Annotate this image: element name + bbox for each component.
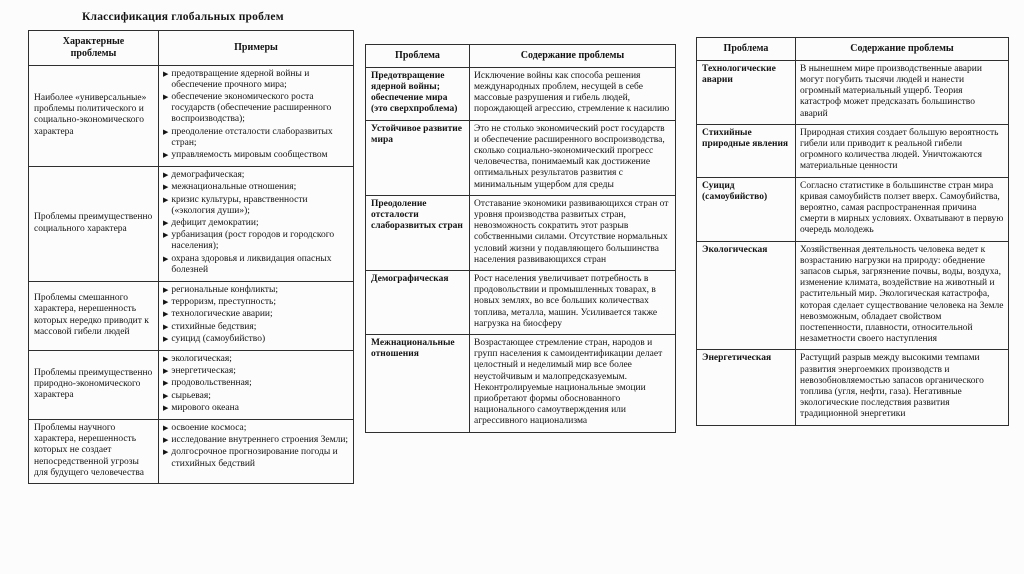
bullet-icon: ▶ bbox=[163, 219, 169, 228]
example-item bbox=[163, 218, 349, 229]
example-text: урбанизация (рост городов и городского населения); bbox=[171, 230, 335, 252]
table-row bbox=[697, 177, 1009, 241]
example-text: энергетическая; bbox=[171, 366, 236, 377]
bullet-icon: ▶ bbox=[163, 391, 169, 400]
example-text: освоение космоса; bbox=[171, 423, 247, 434]
example-text: стихийные бедствия; bbox=[171, 321, 257, 332]
example-item bbox=[163, 230, 349, 252]
example-item bbox=[163, 403, 349, 414]
examples-cell bbox=[159, 351, 354, 420]
header-characteristic-problems: Характерные проблемы bbox=[29, 31, 159, 66]
table-row bbox=[366, 120, 676, 195]
example-item bbox=[163, 195, 349, 217]
header-row bbox=[29, 31, 354, 66]
examples-cell bbox=[159, 65, 354, 167]
bullet-icon: ▶ bbox=[163, 424, 169, 433]
example-text: преодоление отсталости слаборазвитых стран; bbox=[171, 126, 333, 148]
example-text: исследование внутреннего строения Земли; bbox=[171, 435, 349, 446]
example-text: сырьевая; bbox=[171, 390, 211, 401]
bullet-icon: ▶ bbox=[163, 334, 169, 343]
content-cell: Природная стихия создает большую вероятность гибели или приводит к реальной гибели огромного количества людей. Уничтожаются материальные ценности bbox=[796, 124, 1009, 177]
table-row bbox=[29, 167, 354, 282]
content-cell: Хозяйственная деятельность человека ведет к возрастанию нагрузки на природу: обеднение запасов сырья, загрязнение почвы, воды, воздуха, изменение климата, воздействие на животный и растительный мир. Экологическая катастрофа, которая сделает существование человека на Земле невозможным, обладает свойством постепенности, плавности, относительной незаметности своего наступления bbox=[796, 241, 1009, 350]
content-cell: Растущий разрыв между высокими темпами развития энергоемких производств и невозобновляемостью запасов органического топлива (угля, нефти, газа). Негативные экологические последствия развития традиционной энергетики bbox=[796, 350, 1009, 425]
example-item bbox=[163, 285, 349, 296]
bullet-icon: ▶ bbox=[163, 379, 169, 388]
table-row bbox=[366, 195, 676, 270]
bullet-icon: ▶ bbox=[163, 231, 169, 240]
example-text: предотвращение ядерной войны и обеспечение прочного мира; bbox=[171, 68, 310, 90]
bullet-icon: ▶ bbox=[163, 367, 169, 376]
example-item bbox=[163, 182, 349, 193]
bullet-icon: ▶ bbox=[163, 355, 169, 364]
example-item bbox=[163, 309, 349, 320]
bullet-icon: ▶ bbox=[163, 448, 169, 457]
page-title: Классификация глобальных проблем bbox=[82, 11, 284, 23]
example-text: суицид (самоубийство) bbox=[171, 333, 266, 344]
example-item bbox=[163, 378, 349, 389]
bullet-icon: ▶ bbox=[163, 151, 169, 160]
problem-cell: Суицид (самоубийство) bbox=[697, 177, 796, 241]
table-row bbox=[697, 60, 1009, 124]
content-cell: Отставание экономики развивающихся стран от уровня производства развитых стран, невозможность сократить этот разрыв собственными силами. Отсутствие нормальных условий жизни у подавляющего большинства населения развивающихся стран bbox=[470, 195, 676, 270]
example-text: долгосрочное прогнозирование погоды и стихийных бедствий bbox=[171, 447, 338, 469]
example-text: терроризм, преступность; bbox=[171, 297, 276, 308]
example-item bbox=[163, 334, 349, 345]
example-text: дефицит демократии; bbox=[171, 218, 259, 229]
bullet-icon: ▶ bbox=[163, 322, 169, 331]
example-text: продовольственная; bbox=[171, 378, 252, 389]
example-item bbox=[163, 150, 349, 161]
bullet-icon: ▶ bbox=[163, 298, 169, 307]
example-text: охрана здоровья и ликвидация опасных болезней bbox=[171, 253, 332, 275]
table-row bbox=[366, 67, 676, 120]
table-row bbox=[366, 271, 676, 335]
content-cell: Это не столько экономический рост государств и обеспечение расширенного воспроизводства, сколько социально-экономический прогресс человечества, понимаемый как достижение оптимальных результатов развития с минимальным ущербом для среды bbox=[470, 120, 676, 195]
example-item bbox=[163, 322, 349, 333]
table-row bbox=[697, 241, 1009, 350]
table-row bbox=[29, 65, 354, 167]
bullet-icon: ▶ bbox=[163, 171, 169, 180]
problem-cell: Стихийные природные явления bbox=[697, 124, 796, 177]
problem-cell: Преодоление отсталости слаборазвитых стран bbox=[366, 195, 470, 270]
example-text: управляемость мировым сообществом bbox=[171, 150, 328, 161]
bullet-icon: ▶ bbox=[163, 69, 169, 78]
problem-content-table-2 bbox=[696, 37, 1009, 426]
header-problem-content: Содержание проблемы bbox=[470, 45, 676, 68]
problem-cell: Технологические аварии bbox=[697, 60, 796, 124]
example-text: обеспечение экономического роста государств (обеспечение расширенного воспроизводства); bbox=[171, 92, 332, 125]
content-cell: В нынешнем мире производственные аварии могут погубить тысячи людей и нанести огромный материальный ущерб. Теория катастроф может предсказать большинство аварий bbox=[796, 60, 1009, 124]
example-item bbox=[163, 354, 349, 365]
example-text: технологические аварии; bbox=[171, 309, 273, 320]
example-item bbox=[163, 435, 349, 446]
problem-cell: Проблемы преимущественно социального характера bbox=[29, 167, 159, 282]
bullet-icon: ▶ bbox=[163, 254, 169, 263]
example-item bbox=[163, 391, 349, 402]
content-cell: Согласно статистике в большинстве стран мира кривая самоубийств ползет вверх. Самоубийства, вероятно, самая распространенная причина смерти в мирных условиях. Охватывают в первую очередь молодежь bbox=[796, 177, 1009, 241]
problem-cell: Межнациональные отношения bbox=[366, 335, 470, 433]
table-row bbox=[366, 335, 676, 433]
example-text: региональные конфликты; bbox=[171, 285, 278, 296]
examples-cell bbox=[159, 167, 354, 282]
example-text: экологическая; bbox=[171, 354, 232, 365]
example-item bbox=[163, 69, 349, 91]
content-cell: Рост населения увеличивает потребность в продовольствии и промышленных товарах, в новых землях, во все больших количествах топлива, металла, машин. Усиливается также нагрузка на биосферу bbox=[470, 271, 676, 335]
problem-cell: Экологическая bbox=[697, 241, 796, 350]
problem-cell: Наиболее «универсальные» проблемы политического и социально-экономического характера bbox=[29, 65, 159, 167]
bullet-icon: ▶ bbox=[163, 183, 169, 192]
table-row bbox=[697, 124, 1009, 177]
table-row bbox=[29, 282, 354, 351]
table-row bbox=[29, 420, 354, 484]
problem-cell: Проблемы преимущественно природно-экономического характера bbox=[29, 351, 159, 420]
header-problem: Проблема bbox=[366, 45, 470, 68]
bullet-icon: ▶ bbox=[163, 436, 169, 445]
problem-cell: Проблемы смешанного характера, нерешенность которых нередко приводит к массовой гибели людей bbox=[29, 282, 159, 351]
header-problem-content: Содержание проблемы bbox=[796, 38, 1009, 61]
example-text: межнациональные отношения; bbox=[171, 182, 297, 193]
header-row bbox=[366, 45, 676, 68]
example-item bbox=[163, 254, 349, 276]
example-item bbox=[163, 447, 349, 469]
example-text: демографическая; bbox=[171, 170, 245, 181]
example-item bbox=[163, 423, 349, 434]
classification-table bbox=[28, 30, 354, 484]
bullet-icon: ▶ bbox=[163, 403, 169, 412]
bullet-icon: ▶ bbox=[163, 286, 169, 295]
header-examples: Примеры bbox=[159, 31, 354, 66]
table-row bbox=[29, 351, 354, 420]
problem-cell: Демографическая bbox=[366, 271, 470, 335]
bullet-icon: ▶ bbox=[163, 195, 169, 204]
example-text: кризис культуры, нравственности («экология души»); bbox=[171, 194, 308, 216]
examples-cell bbox=[159, 282, 354, 351]
problem-cell: Предотвращение ядерной войны; обеспечение мира (это сверхпроблема) bbox=[366, 67, 470, 120]
example-item bbox=[163, 170, 349, 181]
content-cell: Возрастающее стремление стран, народов и групп населения к самоидентификации делает целостный и неделимый мир все более неустойчивым и малопредсказуемым. Неконтролируемые национальные эмоции приобретают формы обоснованного национального самоутверждения или агрессивного национализма bbox=[470, 335, 676, 433]
example-item bbox=[163, 92, 349, 126]
bullet-icon: ▶ bbox=[163, 127, 169, 136]
problem-content-table-1 bbox=[365, 44, 676, 433]
bullet-icon: ▶ bbox=[163, 93, 169, 101]
problem-cell: Устойчивое развитие мира bbox=[366, 120, 470, 195]
examples-cell bbox=[159, 420, 354, 484]
example-item bbox=[163, 297, 349, 308]
example-item bbox=[163, 366, 349, 377]
bullet-icon: ▶ bbox=[163, 310, 169, 319]
content-cell: Исключение войны как способа решения международных проблем, несущей в себе массовые разрушения и гибель людей, порождающей агрессию, стремление к насилию bbox=[470, 67, 676, 120]
example-text: мирового океана bbox=[171, 402, 239, 413]
problem-cell: Проблемы научного характера, нерешенность которых не создает непосредственной угрозы для будущего человечества bbox=[29, 420, 159, 484]
example-item bbox=[163, 127, 349, 149]
table-row bbox=[697, 350, 1009, 425]
header-problem: Проблема bbox=[697, 38, 796, 61]
header-row bbox=[697, 38, 1009, 61]
problem-cell: Энергетическая bbox=[697, 350, 796, 425]
